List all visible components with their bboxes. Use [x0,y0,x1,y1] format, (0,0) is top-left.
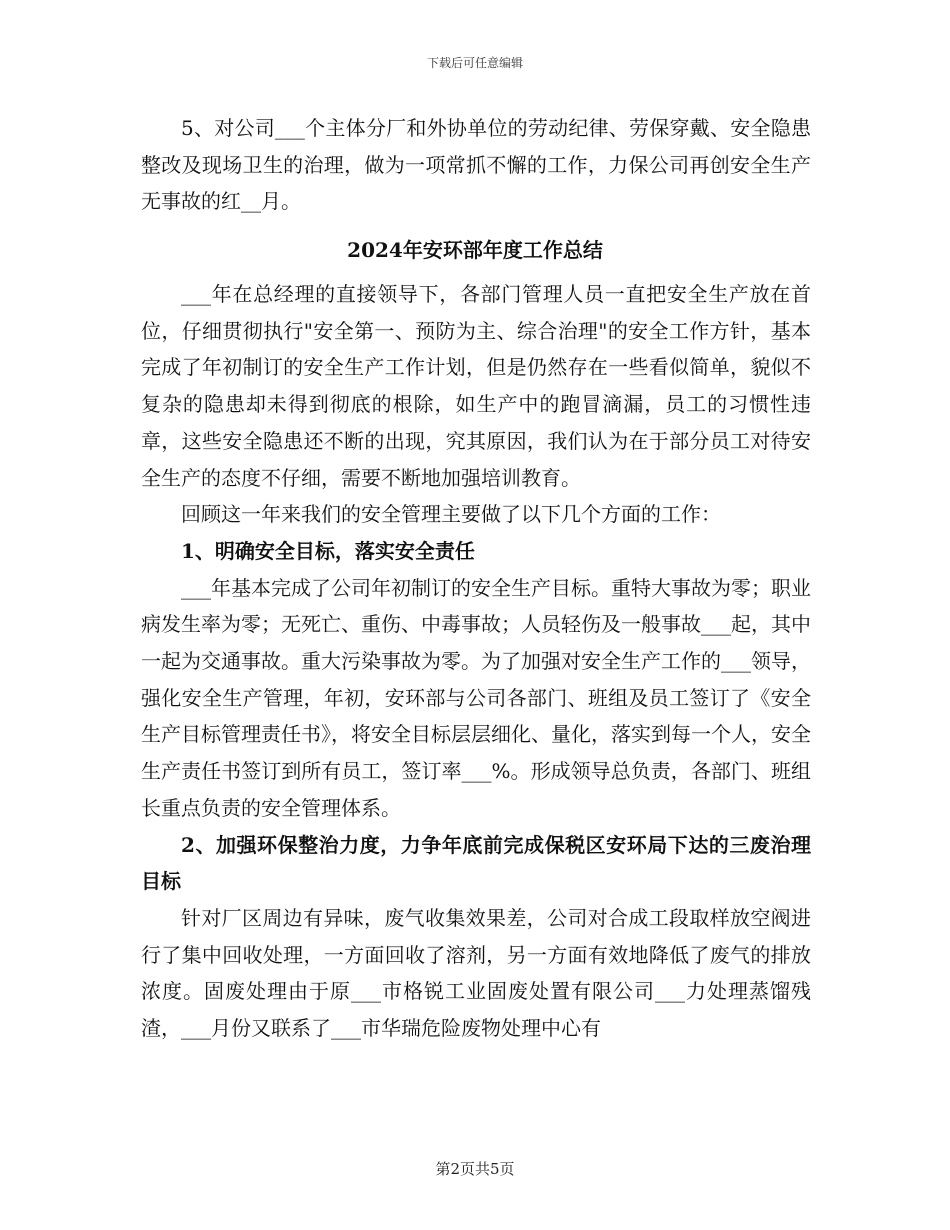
paragraph-safety-goals: ___年基本完成了公司年初制订的安全生产目标。重特大事故为零；职业病发生率为零；无死亡、重伤、中毒事故；人员轻伤及一般事故___起，其中一起为交通事故。重大污染事故为零。为了加强对安全生产工作的___领导，强化安全生产管理，年初，安环部与公司各部门、班组及员工签订了《安全生产目标管理责任书》，将安全目标层层细化、量化，落实到每一个人，安全生产责任书签订到所有员工，签订率___%。形成领导总负责，各部门、班组长重点负责的安全管理体系。 [141,575,811,820]
page-number: 第2页共5页 [435,1160,515,1178]
section-heading-2: 2、加强环保整治力度，力争年底前完成保税区安环局下达的三废治理目标 [141,832,811,894]
section-heading-1: 1、明确安全目标，落实安全责任 [181,538,475,563]
page-header-note: 下载后可任意编辑 [426,56,523,70]
paragraph-review: 回顾这一年来我们的安全管理主要做了以下几个方面的工作： [181,502,721,527]
paragraph-item-5: 5、对公司___个主体分厂和外协单位的劳动纪律、劳保穿戴、安全隐患整改及现场卫生的治理，做为一项常抓不懈的工作，力保公司再创安全生产无事故的红__月。 [141,116,811,214]
document-body [141,276,811,1047]
paragraph-environment: 针对厂区周边有异味，废气收集效果差，公司对合成工段取样放空阀进行了集中回收处理，一方面回收了溶剂，另一方面有效地降低了废气的排放浓度。固废处理由于原___市格锐工业固废处置有限公司___力处理蒸馏残渣，___月份又联系了___市华瑞危险废物处理中心有 [141,905,811,1041]
paragraph-opening: ___年在总经理的直接领导下，各部门管理人员一直把安全生产放在首位，仔细贯彻执行"安全第一、预防为主、综合治理"的安全工作方针，基本完成了年初制订的安全生产工作计划，但是仍然存在一些看似简单，貌似不复杂的隐患却未得到彻底的根除，如生产中的跑冒滴漏，员工的习惯性违章，这些安全隐患还不断的出现，究其原因，我们认为在于部分员工对待安全生产的态度不仔细，需要不断地加强培训教育。 [141,282,811,490]
document-title: 2024年安环部年度工作总结 [347,238,603,262]
intro-section [141,110,811,220]
